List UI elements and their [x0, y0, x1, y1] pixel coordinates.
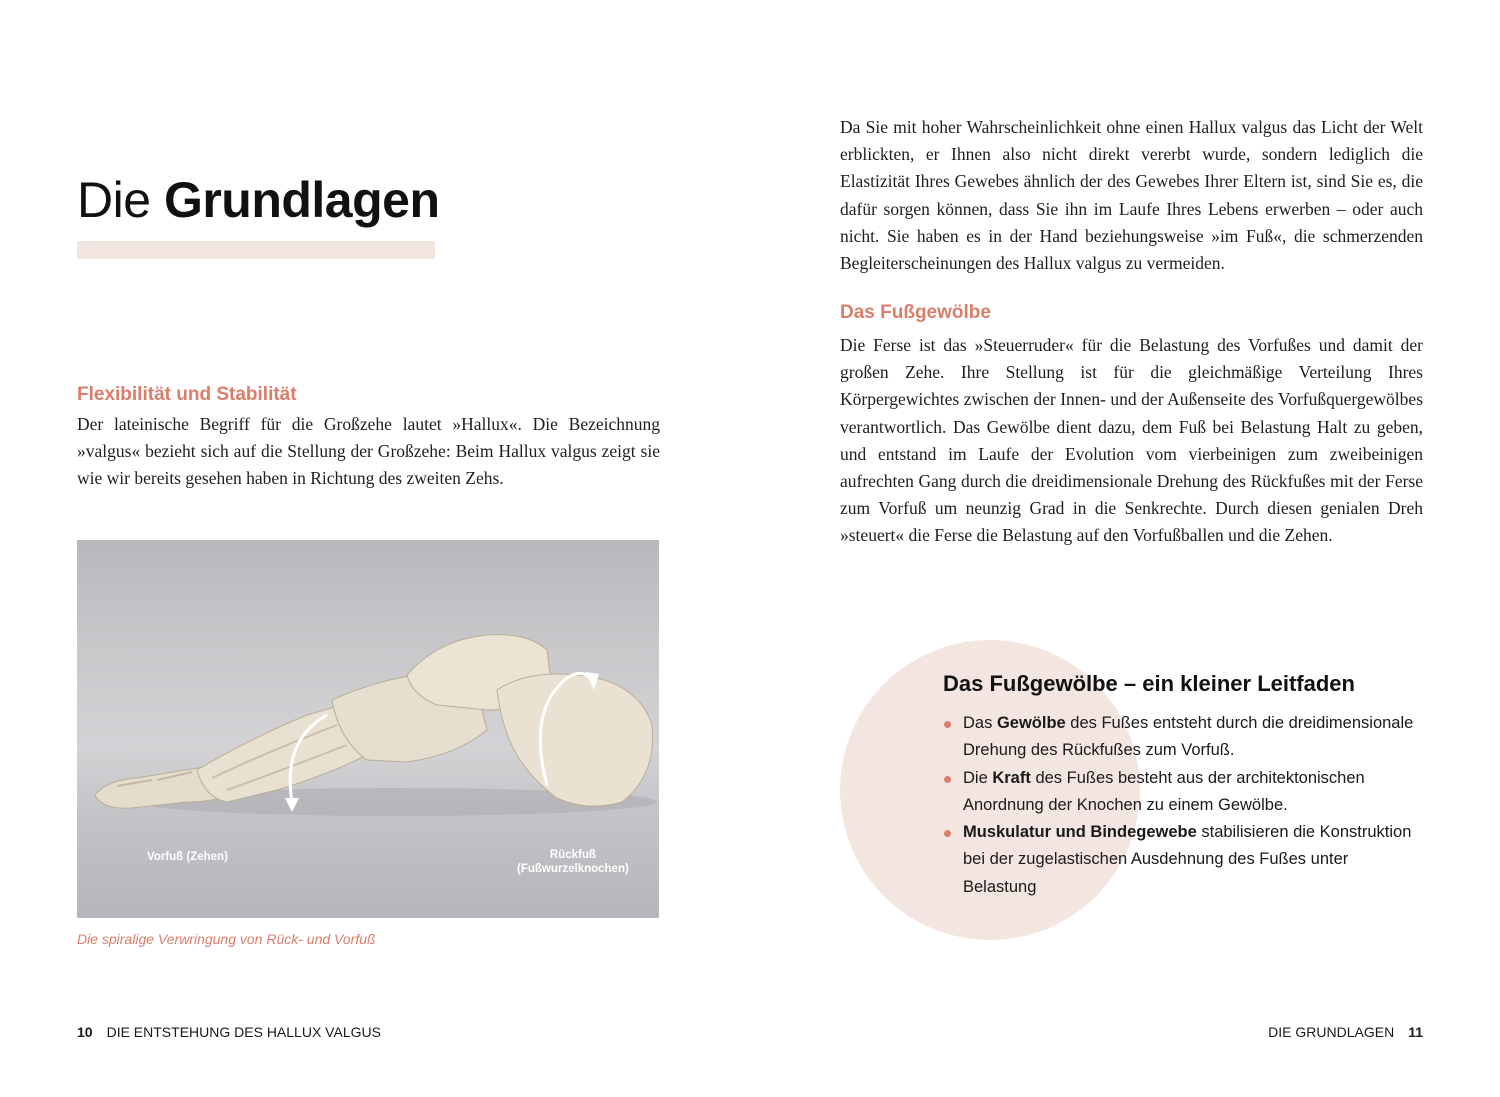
running-head-right: DIE GRUNDLAGEN [1268, 1024, 1395, 1040]
chapter-title [77, 168, 440, 232]
list-item [943, 710, 1423, 765]
list-item-post: stabilisieren die Konstruktion bei der zugelastischen Ausdehnung des Fußes unter Belastung [963, 823, 1412, 896]
section-flexibility [77, 382, 660, 493]
section-body: Die Ferse ist das »Steuerruder« für die Belastung des Vorfußes und damit der großen Zehe. Ihre Stellung ist für die gleichmäßige Verteilung Ihres Körpergewichtes zwischen der Innen- und der Außenseite des Vorfußquergewölbes verantwortlich. Das Gewölbe dient dazu, dem Fuß bei Belastung Halt zu geben, und entstand im Laufe der Evolution vom vierbeinigen zum zweibeinigen aufrechten Gang durch die dreidimensionale Drehung des Rückfußes mit der Ferse zum Vorfuß um neunzig Grad in die Senkrechte. Durch diesen genialen Dreh »steuert« die Ferse die Belastung auf den Vorfußballen und die Zehen. [840, 335, 1423, 546]
chapter-title-light: Die [77, 172, 151, 228]
chapter-title-bold: Grundlagen [163, 172, 440, 228]
list-item [943, 819, 1423, 901]
list-item-post: des Fußes besteht aus der architektonischen Anordnung der Knochen zu einem Gewölbe. [963, 768, 1365, 814]
label-hindfoot-line2: (Fußwurzelknochen) [517, 863, 629, 875]
list-item-bold: Gewölbe [996, 714, 1066, 732]
section-heading: Flexibilität und Stabilität [77, 384, 297, 405]
photo-caption: Die spiralige Verwringung von Rück- und Vorfuß [77, 931, 376, 947]
list-item-post: des Fußes entsteht durch die dreidimensionale Drehung des Rückfußes zum Vorfuß. [963, 714, 1414, 760]
guide-list [943, 710, 1423, 901]
list-item [943, 765, 1423, 820]
label-hindfoot-line1: Rückfuß [549, 849, 596, 861]
page-number-left: 10 [77, 1024, 93, 1040]
section-heading: Das Fußgewölbe [840, 302, 991, 323]
foot-skeleton-photo [77, 540, 659, 918]
list-item-pre: Das [963, 714, 997, 732]
label-hindfoot [517, 848, 629, 876]
guide-box-title-bold: Das Fußgewölbe [943, 671, 1118, 696]
guide-box-title [943, 668, 1423, 700]
list-item-pre: Die [963, 768, 993, 787]
section-arch [840, 300, 1423, 550]
running-head-left: DIE ENTSTEHUNG DES HALLUX VALGUS [106, 1024, 381, 1040]
intro-paragraph: Da Sie mit hoher Wahrscheinlichkeit ohne einen Hallux valgus das Licht der Welt erblickten, er Ihnen also nicht direkt vererbt wurde, sondern lediglich die Elastizität Ihres Gewebes ähnlich der des Gewebes Ihrer Eltern ist, sind Sie es, die dafür sorgen können, dass Sie ihn im Laufe Ihres Lebens erwerben – oder auch nicht. Sie haben es in der Hand beziehungsweise »im Fuß«, die schmerzenden Begleiterscheinungen des Hallux valgus zu vermeiden. [840, 117, 1423, 274]
section-body: Der lateinische Begriff für die Großzehe lautet »Hallux«. Die Bezeichnung »valgus« bezieht sich auf die Stellung der Großzehe: Beim Hallux valgus zeigt sie wie wir bereits gesehen haben in Richtung des zweiten Zehs. [77, 414, 660, 489]
list-item-bold: Muskulatur und Bindegewebe [963, 823, 1197, 842]
right-page [750, 0, 1500, 1097]
guide-box [943, 668, 1423, 901]
page-number-right: 11 [1408, 1024, 1423, 1040]
footer-right [1268, 1023, 1423, 1041]
footer-left [77, 1023, 381, 1041]
title-underline-bar [77, 241, 435, 259]
guide-box-title-rest: – ein kleiner Leitfaden [1117, 671, 1355, 696]
label-forefoot: Vorfuß (Zehen) [147, 851, 228, 863]
list-item-bold: Kraft [992, 768, 1031, 787]
